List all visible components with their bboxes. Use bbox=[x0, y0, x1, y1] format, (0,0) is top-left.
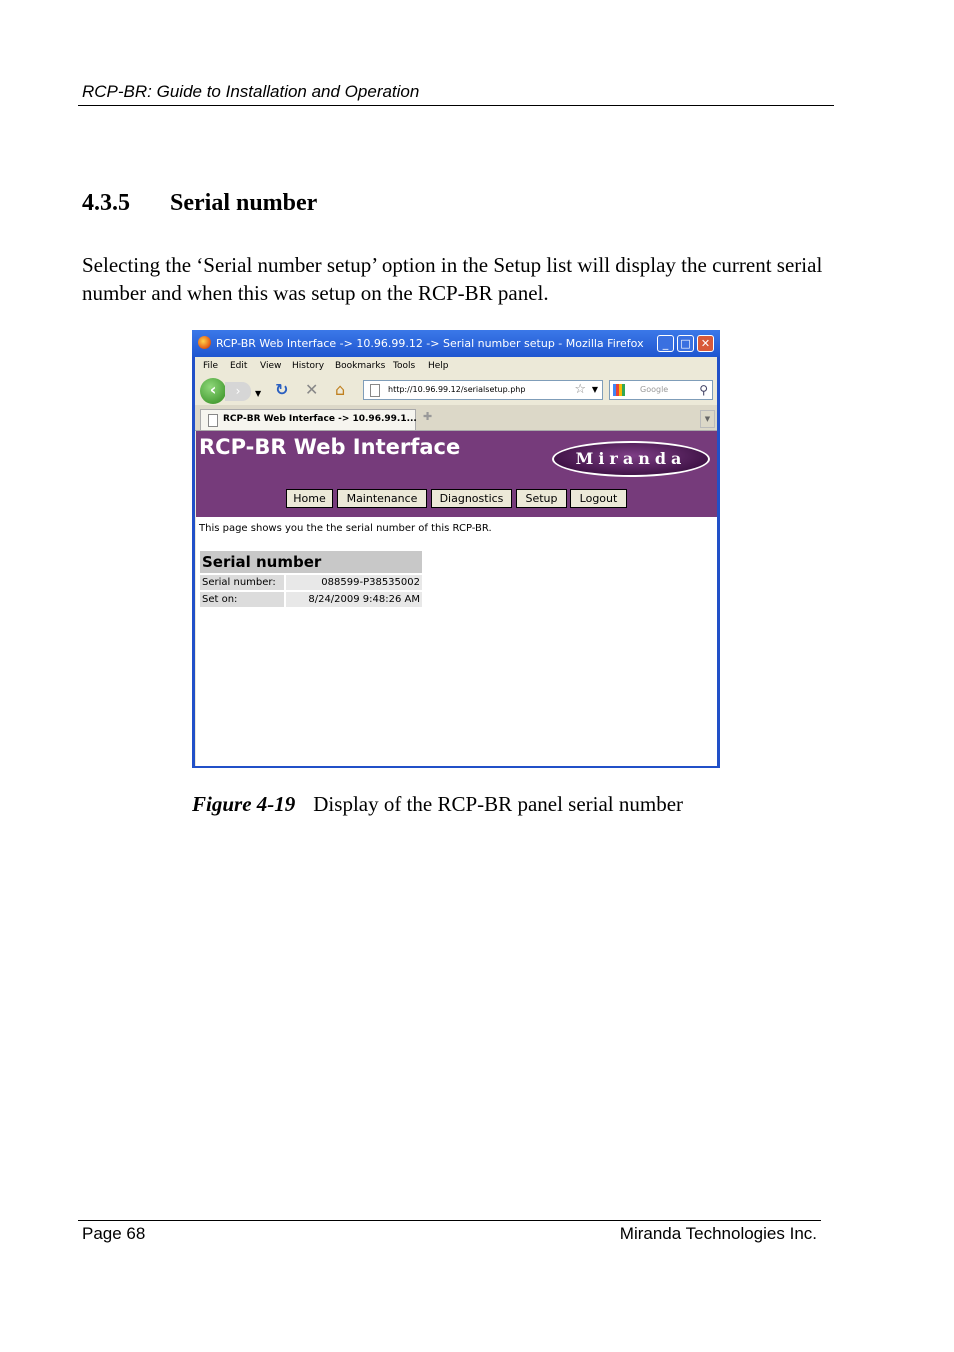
star-icon[interactable]: ☆ bbox=[574, 382, 586, 397]
home-icon[interactable]: ⌂ bbox=[335, 380, 346, 399]
logout-button[interactable]: Logout bbox=[570, 489, 627, 508]
web-content bbox=[196, 431, 717, 766]
menu-help[interactable]: Help bbox=[428, 361, 449, 371]
minimize-button[interactable]: _ bbox=[657, 335, 674, 352]
address-bar[interactable] bbox=[363, 380, 603, 400]
history-dropdown-icon[interactable]: ▼ bbox=[255, 389, 262, 398]
row-value: 088599-P38535002 bbox=[286, 575, 422, 590]
figure-caption bbox=[192, 792, 683, 817]
maximize-button[interactable]: □ bbox=[677, 335, 694, 352]
window-title-bar bbox=[192, 330, 720, 357]
table-row bbox=[200, 575, 422, 591]
page-icon bbox=[370, 384, 380, 397]
stop-icon[interactable]: ✕ bbox=[305, 380, 319, 399]
menu-view[interactable]: View bbox=[260, 361, 282, 371]
diagnostics-button[interactable]: Diagnostics bbox=[431, 489, 512, 508]
address-text: http://10.96.99.12/serialsetup.php bbox=[388, 385, 526, 394]
reload-icon[interactable]: ↻ bbox=[275, 380, 289, 399]
menu-edit[interactable]: Edit bbox=[230, 361, 248, 371]
setup-button[interactable]: Setup bbox=[516, 489, 567, 508]
new-tab-icon[interactable]: ✚ bbox=[423, 410, 433, 423]
footer-rule bbox=[78, 1220, 821, 1221]
figure-text: Display of the RCP-BR panel serial number bbox=[313, 792, 684, 816]
row-label: Serial number: bbox=[200, 575, 284, 590]
page-banner bbox=[196, 431, 717, 517]
navigation-toolbar bbox=[195, 375, 717, 405]
company-name: Miranda Technologies Inc. bbox=[619, 1224, 817, 1243]
browser-body bbox=[195, 357, 717, 766]
url-dropdown-icon[interactable]: ▼ bbox=[591, 385, 598, 394]
firefox-icon bbox=[198, 336, 211, 349]
home-button[interactable]: Home bbox=[286, 489, 333, 508]
search-box[interactable] bbox=[609, 380, 713, 400]
tab-list-icon[interactable]: ▼ bbox=[700, 410, 715, 428]
info-text: This page shows you the the serial number of this RCP-BR. bbox=[199, 523, 492, 534]
section-number: 4.3.5 bbox=[82, 190, 130, 216]
row-label: Set on: bbox=[200, 592, 284, 607]
google-icon[interactable] bbox=[613, 384, 625, 396]
menu-bar bbox=[195, 357, 717, 375]
tab-page-icon bbox=[208, 414, 218, 427]
browser-screenshot bbox=[192, 330, 720, 768]
forward-icon[interactable]: › bbox=[225, 382, 251, 401]
maintenance-button[interactable]: Maintenance bbox=[337, 489, 427, 508]
tab-active[interactable] bbox=[200, 409, 416, 430]
search-placeholder: Google bbox=[640, 385, 669, 394]
web-page-title: RCP-BR Web Interface bbox=[199, 435, 461, 459]
back-icon[interactable]: ‹ bbox=[200, 378, 226, 404]
window-title: RCP-BR Web Interface -> 10.96.99.12 -> Serial number setup - Mozilla Firefox bbox=[216, 337, 644, 350]
menu-tools[interactable]: Tools bbox=[393, 361, 416, 371]
header-rule bbox=[78, 105, 834, 106]
body-paragraph: Selecting the ‘Serial number setup’ option in the Setup list will display the current serial number and when this was setup on the RCP-BR panel. bbox=[82, 253, 823, 305]
figure-number: Figure 4-19 bbox=[192, 792, 296, 816]
tab-bar bbox=[195, 405, 717, 431]
search-icon[interactable]: ⚲ bbox=[699, 383, 708, 397]
nav-buttons bbox=[196, 489, 717, 509]
table-row bbox=[200, 592, 422, 608]
close-button[interactable]: ✕ bbox=[697, 335, 714, 352]
table-title: Serial number bbox=[200, 551, 422, 573]
section-title: Serial number bbox=[170, 190, 318, 216]
row-value: 8/24/2009 9:48:26 AM bbox=[286, 592, 422, 607]
menu-bookmarks[interactable]: Bookmarks bbox=[335, 361, 386, 371]
miranda-logo: Miranda bbox=[552, 441, 710, 477]
section-heading bbox=[82, 190, 317, 217]
tab-label: RCP-BR Web Interface -> 10.96.99.1... bbox=[223, 414, 417, 424]
page-number: Page 68 bbox=[82, 1224, 146, 1243]
menu-file[interactable]: File bbox=[203, 361, 219, 371]
menu-history[interactable]: History bbox=[292, 361, 325, 371]
running-header: RCP-BR: Guide to Installation and Operation bbox=[82, 82, 420, 101]
